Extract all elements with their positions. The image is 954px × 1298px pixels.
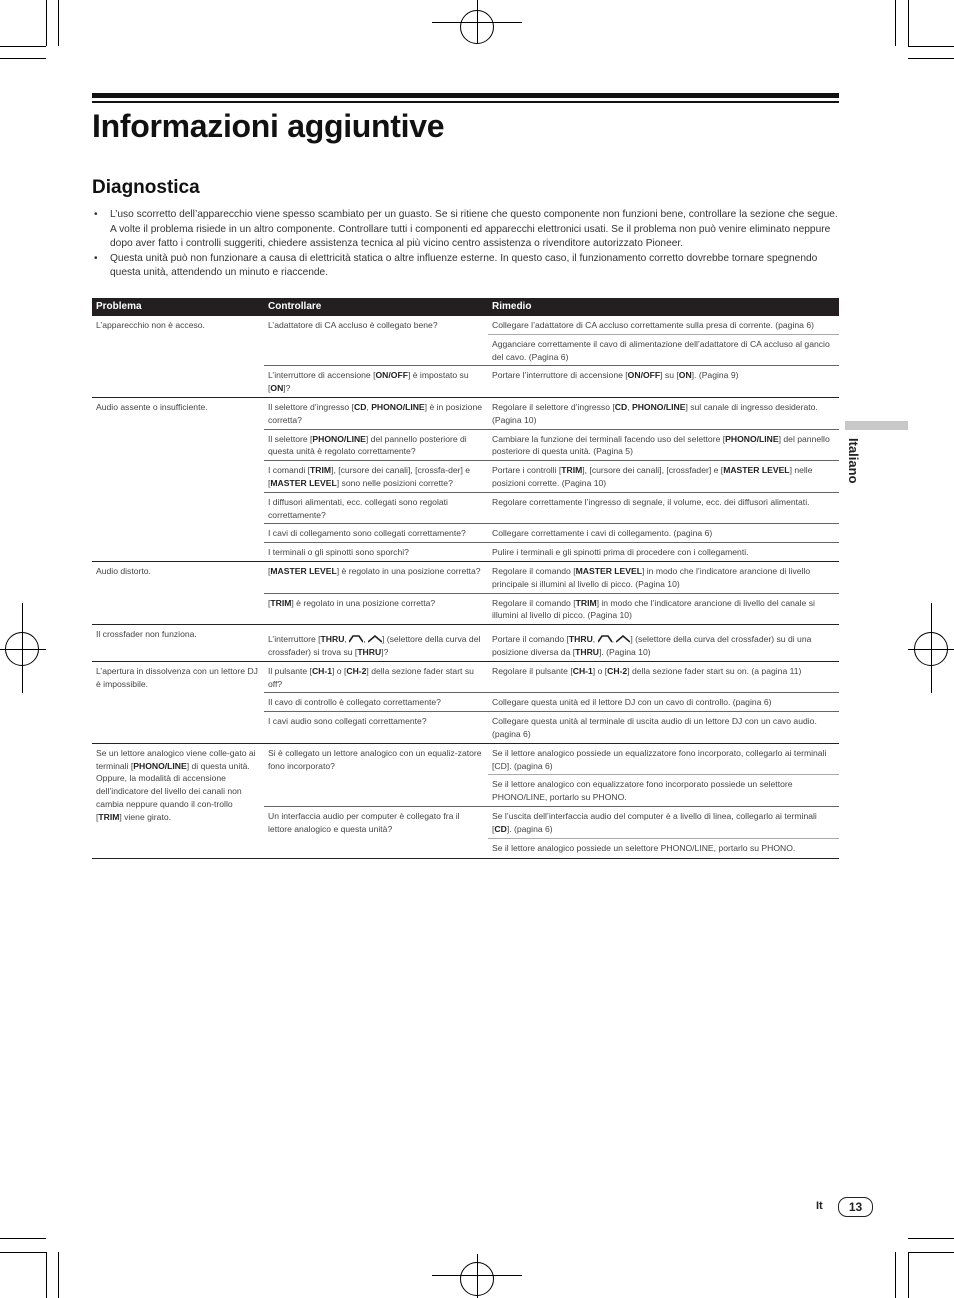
problem-cell: Audio distorto.: [92, 561, 264, 624]
check-cell: I diffusori alimentati, ecc. collegati sono regolati correttamente?: [264, 492, 488, 524]
check-cell: Un interfaccia audio per computer è collegato fra il lettore analogico e questa unità?: [264, 806, 488, 858]
text: ] in modo che l’indicatore arancione di livello principale si illumini al livello di picco. (Pagina 10): [492, 565, 811, 589]
crop-mark: [477, 1254, 478, 1298]
curve-smooth-icon: [368, 635, 382, 643]
crop-mark: [0, 46, 46, 47]
remedy-cell: Pulire i terminali e gli spinotti prima di procedere con i collegamenti.: [488, 543, 839, 562]
text: MASTER LEVEL: [575, 565, 642, 576]
text: Il pulsante [: [268, 665, 312, 676]
text: Il selettore [: [268, 433, 313, 444]
crop-mark: [895, 0, 896, 46]
text: MASTER LEVEL: [270, 477, 337, 488]
check-cell: [264, 366, 488, 398]
header-rule: [92, 101, 839, 103]
remedy-cell: Se il lettore analogico possiede un selettore PHONO/LINE, portarlo su PHONO.: [488, 838, 839, 859]
check-cell: [264, 461, 488, 493]
crop-mark: [908, 46, 954, 47]
text: ON: [678, 370, 692, 381]
check-cell: [264, 625, 488, 662]
crop-mark: [46, 1252, 47, 1298]
remedy-cell: [488, 561, 839, 593]
text: THRU: [568, 634, 593, 645]
side-tab-bar: [845, 421, 908, 430]
crop-mark: [0, 649, 46, 650]
table-row: [92, 743, 839, 775]
table-row: [92, 561, 839, 593]
text: THRU: [575, 646, 599, 657]
check-cell: [264, 593, 488, 625]
text: ON/OFF: [375, 370, 408, 381]
check-cell: Si è collegato un lettore analogico con un equaliz-zatore fono incorporato?: [264, 743, 488, 806]
check-cell: I cavi di collegamento sono collegati correttamente?: [264, 524, 488, 543]
remedy-cell: Collegare correttamente i cavi di collegamento. (pagina 6): [488, 524, 839, 543]
page-title: Informazioni aggiuntive: [92, 108, 445, 144]
text: ], [cursore dei canali], [crossfa-der] e [: [268, 465, 471, 488]
page-language: It: [816, 1200, 823, 1212]
text: CD: [353, 401, 367, 412]
text: ] viene girato.: [119, 811, 171, 822]
text: TRIM: [310, 465, 332, 476]
text: Portare il comando [: [492, 634, 569, 645]
text: Regolare il comando [: [492, 597, 576, 608]
check-cell: [264, 429, 488, 461]
page-number: 13: [838, 1197, 873, 1217]
crop-mark: [58, 1252, 59, 1298]
remedy-cell: [488, 429, 839, 461]
text: ] (selettore della curva del crossfader) su di una posizione diversa da [: [492, 634, 812, 657]
problem-cell: Audio assente o insufficiente.: [92, 397, 264, 561]
text: ] (selettore della curva del crossfader) si trova su [: [268, 634, 481, 657]
text: I comandi [: [268, 465, 311, 476]
crop-mark: [477, 0, 478, 44]
text: CH-1: [311, 665, 333, 676]
table-row: [92, 625, 839, 662]
text: ] è regolato in una posizione corretta?: [336, 565, 481, 576]
text: CD: [614, 401, 628, 412]
crop-mark: [908, 0, 909, 46]
text: TRIM: [270, 597, 292, 608]
text: ]?: [381, 646, 389, 657]
check-cell: Il cavo di controllo è collegato correttamente?: [264, 693, 488, 712]
table-header-row: [92, 298, 839, 316]
text: ]?: [283, 383, 291, 394]
remedy-cell: Collegare l’adattatore di CA accluso correttamente sulla presa di corrente. (pagina 6): [488, 316, 839, 334]
text: [: [268, 597, 271, 608]
header-rule: [92, 93, 839, 98]
text: MASTER LEVEL: [723, 465, 790, 476]
text: ] è regolato in una posizione corretta?: [291, 597, 436, 608]
text: ] sono nelle posizioni corrette?: [336, 477, 453, 488]
remedy-cell: [488, 625, 839, 662]
text: PHONO/LINE: [371, 401, 425, 412]
text: ON/OFF: [627, 370, 661, 381]
problem-cell: L’apertura in dissolvenza con un lettore DJ è impossibile.: [92, 661, 264, 743]
crop-mark: [46, 0, 47, 46]
intro-list: [92, 208, 840, 281]
remedy-cell: [488, 806, 839, 838]
side-tab-language: Italiano: [846, 438, 861, 484]
check-cell: [264, 561, 488, 593]
remedy-cell: [488, 397, 839, 429]
text: Il selettore d’ingresso [: [268, 401, 354, 412]
text: THRU: [357, 646, 382, 657]
remedy-cell: [488, 593, 839, 625]
check-cell: I terminali o gli spinotti sono sporchi?: [264, 543, 488, 562]
text: Regolare il selettore d’ingresso [: [492, 401, 615, 412]
text: CH-2: [346, 665, 367, 676]
remedy-cell: [488, 661, 839, 693]
remedy-cell: Collegare questa unità al terminale di uscita audio di un lettore DJ con un cavo audio. (pagina 6): [488, 712, 839, 744]
text: Portare l’interruttore di accensione [: [492, 370, 628, 381]
crop-mark: [58, 0, 59, 46]
crop-mark: [908, 58, 954, 59]
text: ] su [: [660, 370, 679, 381]
text: ,: [611, 634, 617, 645]
text: ,: [363, 634, 368, 645]
check-cell: [264, 661, 488, 693]
text: ]. (Pagina 10): [599, 646, 651, 657]
section-title: Diagnostica: [92, 177, 200, 198]
text: ] o [: [592, 665, 608, 676]
text: ] è impostato su [: [268, 370, 469, 394]
diagnostics-table: [92, 298, 839, 859]
table-row: [92, 661, 839, 693]
curve-smooth-icon: [616, 635, 630, 643]
text: ], [cursore dei canali], [crossfader] e [: [582, 465, 724, 476]
crop-mark: [22, 603, 23, 693]
text: CH-2: [607, 665, 628, 676]
text: Se l’uscita dell’interfaccia audio del computer è a livello di linea, collegarlo ai terminali [: [492, 810, 817, 834]
text: PHONO/LINE: [725, 433, 779, 444]
text: Portare i controlli [: [492, 465, 562, 476]
text: PHONO/LINE: [133, 760, 187, 771]
text: PHONO/LINE: [631, 401, 686, 412]
remedy-cell: [488, 366, 839, 398]
text: ] della sezione fader start su on. (a pagina 11): [627, 665, 802, 676]
text: Cambiare la funzione dei terminali facendo uso del selettore [: [492, 433, 726, 444]
text: ] sul canale di ingresso desiderato. (Pagina 10): [492, 401, 818, 425]
text: ] nelle posizioni corrette. (Pagina 10): [492, 465, 813, 488]
problem-cell: L’apparecchio non è acceso.: [92, 316, 264, 397]
text: ] della sezione fader start su off?: [268, 665, 474, 689]
check-cell: L’adattatore di CA accluso è collegato bene?: [264, 316, 488, 366]
remedy-cell: [488, 461, 839, 493]
header-remedy: Rimedio: [488, 298, 839, 316]
text: THRU: [320, 634, 345, 645]
crop-mark: [895, 1252, 896, 1298]
text: ] del pannello posteriore di questa unità. (Pagina 5): [492, 433, 830, 457]
text: ,: [344, 634, 350, 645]
text: TRIM: [575, 597, 597, 608]
check-cell: I cavi audio sono collegati correttamente?: [264, 712, 488, 744]
text: TRIM: [98, 811, 120, 822]
text: Oppure, la modalità di accensione dell’indicatore del livello dei canali non cambia neppure quando il con-trollo [: [96, 773, 242, 822]
crop-mark: [0, 58, 46, 59]
text: [: [268, 565, 271, 576]
problem-cell: [92, 743, 264, 859]
text: L’interruttore [: [268, 634, 321, 645]
header-problem: Problema: [92, 298, 264, 316]
text: ,: [627, 401, 632, 412]
text: ] è in posizione corretta?: [268, 401, 482, 425]
crop-mark: [0, 1238, 46, 1239]
text: ,: [592, 634, 598, 645]
crop-mark: [908, 1238, 954, 1239]
crop-mark: [908, 1252, 954, 1253]
text: Regolare il comando [: [492, 565, 576, 576]
intro-item: • Questa unità può non funzionare a causa di elettricità statica o altre influenze esterne. In questo caso, il funzionamento corretto dovrebbe tornare spegnendo questa unità, attendendo un minuto e riaccende.: [92, 252, 840, 281]
text: ]. (Pagina 9): [691, 370, 739, 381]
text: CD: [494, 823, 507, 834]
remedy-cell: Se il lettore analogico con equalizzatore fono incorporato possiede un selettore PHONO/LINE, portarlo su PHONO.: [488, 775, 839, 807]
text: PHONO/LINE: [312, 433, 366, 444]
text: ] o [: [332, 665, 347, 676]
text: CH-1: [572, 665, 593, 676]
text: ] del pannello posteriore di questa unità è regolato correttamente?: [268, 433, 467, 457]
table-row: [92, 397, 839, 429]
text: TRIM: [561, 465, 583, 476]
remedy-cell: Regolare correttamente l’ingresso di segnale, il volume, ecc. dei diffusori alimentati.: [488, 492, 839, 524]
check-cell: [264, 397, 488, 429]
curve-sharp-icon: [349, 635, 363, 643]
crop-mark: [908, 1252, 909, 1298]
problem-cell: Il crossfader non funziona.: [92, 625, 264, 662]
curve-sharp-icon: [598, 635, 612, 643]
intro-item: • L’uso scorretto dell’apparecchio viene spesso scambiato per un guasto. Se si ritiene che questo componente non funzioni bene, controllare la sezione che segue. A volte il problema risiede in un altro componente. Controllare tutti i componenti ed apparecchi elettronici usati. Se il problema non può venire eliminato neppure dopo aver fatto i controlli suggeriti, chiedere assistenza tecnica al più vicino centro assistenza o rivenditore autorizzato Pioneer.: [92, 208, 840, 252]
text: ,: [366, 401, 372, 412]
text: ON: [270, 383, 284, 394]
text: L’interruttore di accensione [: [268, 370, 376, 381]
remedy-cell: Agganciare correttamente il cavo di alimentazione dell’adattatore di CA accluso al gancio del cavo. (Pagina 6): [488, 334, 839, 366]
crop-mark: [931, 603, 932, 693]
text: ] in modo che l’indicatore arancione di livello del canale si illumini al livello di picco. (Pagina 10): [492, 597, 815, 621]
remedy-cell: Se il lettore analogico possiede un equalizzatore fono incorporato, collegarlo ai terminali [CD]. (pagina 6): [488, 743, 839, 775]
text: ] di questa unità.: [186, 760, 250, 771]
text: Se un lettore analogico viene colle-gato ai terminali [: [96, 747, 256, 771]
text: MASTER LEVEL: [270, 565, 337, 576]
remedy-cell: Collegare questa unità ed il lettore DJ con un cavo di controllo. (pagina 6): [488, 693, 839, 712]
text: ]. (pagina 6): [506, 823, 553, 834]
header-check: Controllare: [264, 298, 488, 316]
table-row: [92, 316, 839, 334]
text: Regolare il pulsante [: [492, 665, 573, 676]
crop-mark: [0, 1252, 46, 1253]
